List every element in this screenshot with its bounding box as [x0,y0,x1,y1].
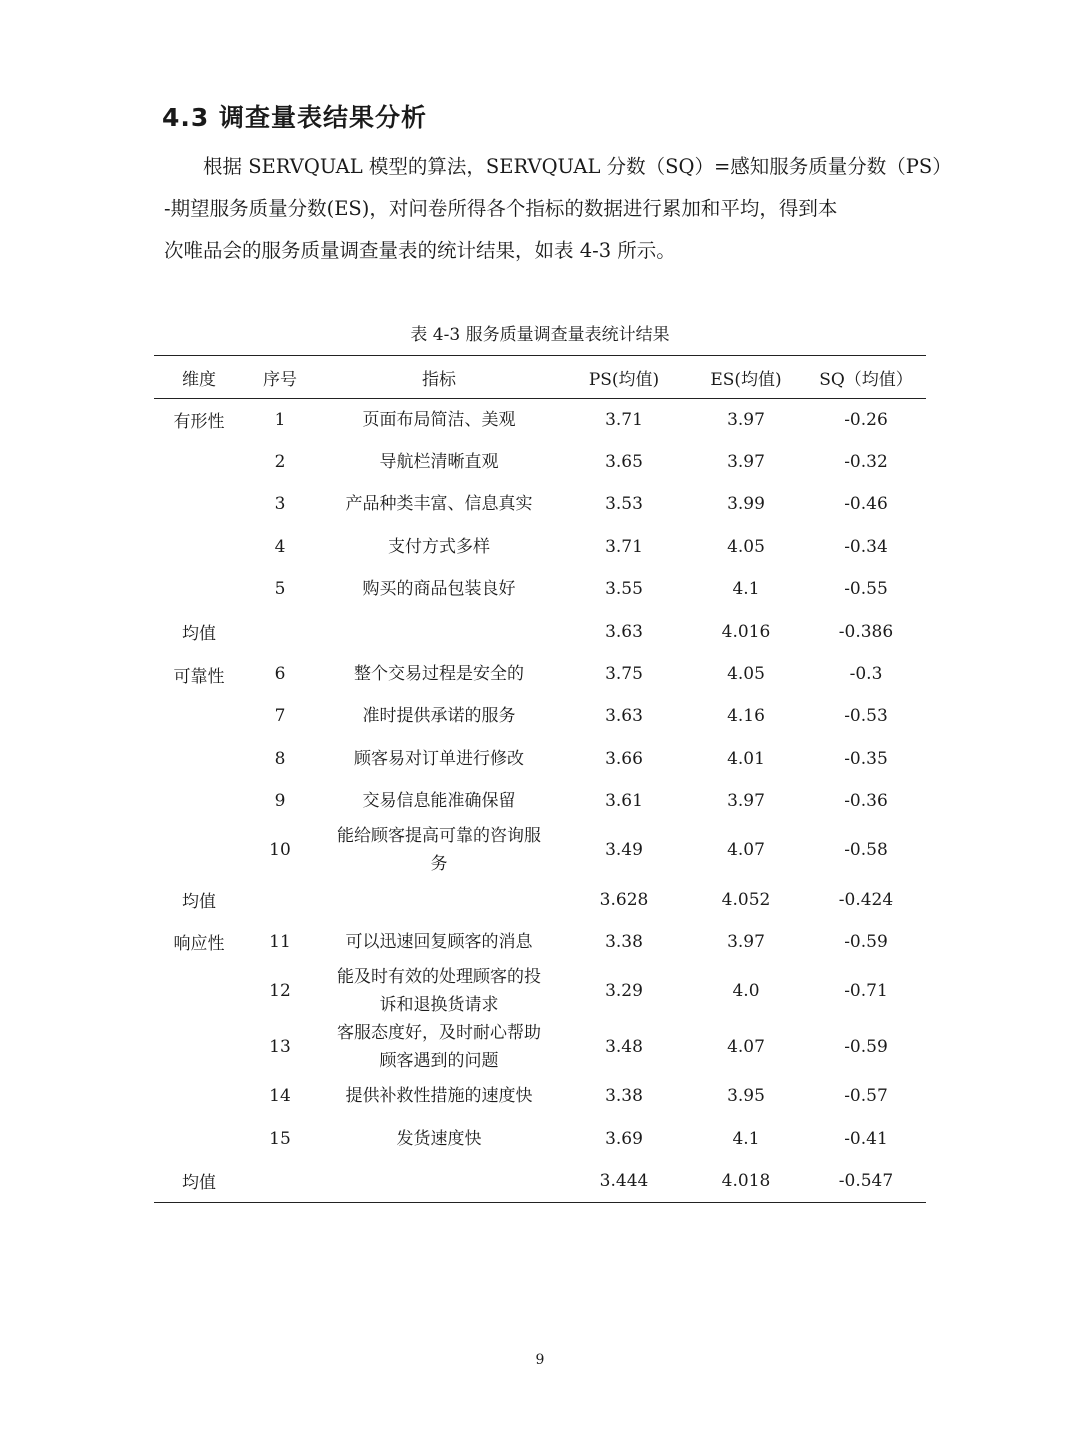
cell-ps: 3.61 [605,791,643,812]
cell-es: 4.1 [732,579,760,600]
cell-sq: -0.46 [844,494,888,515]
cell-ps: 3.628 [599,889,649,910]
indicator-text: 能给顾客提高可靠的咨询服务 [337,826,541,875]
cell-number: 12 [269,981,291,1002]
cell-sq: -0.58 [844,840,888,861]
table-row [154,695,926,737]
cell-indicator [316,1075,562,1117]
cell-indicator [316,1019,562,1075]
cell-sq: -0.36 [844,791,888,812]
header-es: ES(均值) [686,356,806,399]
cell-es: 4.01 [727,748,765,769]
indicator-text: 能及时有效的处理顾客的投诉和退换货请求 [337,967,541,1016]
page-number: 9 [535,1352,545,1368]
cell-ps: 3.29 [605,981,643,1002]
cell-sq: -0.59 [844,931,888,952]
table-mean-row [154,1160,926,1202]
table-row [154,399,926,441]
indicator-text: 发货速度快 [396,1128,482,1149]
cell-dimension [154,526,244,568]
cell-number: 7 [274,706,286,727]
header-dimension: 维度 [154,356,244,399]
cell-es: 4.05 [727,536,765,557]
cell-dimension [154,780,244,822]
cell-dimension [154,568,244,610]
cell-sq: -0.3 [849,664,883,685]
cell-sq: -0.55 [844,579,888,600]
header-ps: PS(均值) [562,356,686,399]
cell-ps: 3.48 [605,1037,643,1058]
cell-ps: 3.69 [605,1128,643,1149]
table-caption: 表 4-3 服务质量调查量表统计结果 [410,325,670,345]
cell-sq: -0.57 [844,1086,888,1107]
cell-indicator [316,1160,562,1202]
cell-number: 13 [269,1037,291,1058]
indicator-text: 整个交易过程是安全的 [354,664,524,685]
indicator-text: 客服态度好，及时耐心帮助顾客遇到的问题 [337,1023,541,1072]
cell-number: 6 [274,664,286,685]
cell-indicator [316,441,562,483]
cell-ps: 3.444 [562,1160,686,1202]
cell-sq: -0.424 [838,889,894,910]
header-sq: SQ（均值） [806,356,926,399]
cell-dimension: 均值 [182,892,216,913]
indicator-text: 准时提供承诺的服务 [362,706,516,727]
cell-indicator [316,653,562,695]
table-header-row [154,356,926,399]
cell-sq: -0.41 [844,1128,888,1149]
cell-es: 4.05 [727,664,765,685]
cell-es: 3.95 [727,1086,765,1107]
indicator-text: 导航栏清晰直观 [379,452,499,473]
cell-ps: 3.63 [605,621,643,642]
cell-sq: -0.547 [806,1160,926,1202]
indicator-text: 支付方式多样 [388,536,490,557]
cell-ps: 3.49 [605,840,643,861]
results-table [154,355,926,1203]
cell-ps: 3.55 [605,579,643,600]
cell-dimension [154,1075,244,1117]
cell-number: 11 [269,931,291,952]
cell-dimension [154,1019,244,1075]
cell-es: 4.0 [732,981,760,1002]
table-row [154,921,926,963]
cell-dimension [154,963,244,1019]
table-row [154,1019,926,1075]
header-number: 序号 [244,356,316,399]
table-row [154,526,926,568]
cell-indicator [316,1118,562,1160]
cell-indicator [316,780,562,822]
cell-es: 3.97 [727,452,765,473]
cell-ps: 3.66 [605,748,643,769]
cell-dimension: 响应性 [173,934,225,955]
cell-number: 4 [274,536,286,557]
cell-sq: -0.59 [844,1037,888,1058]
cell-dimension [154,441,244,483]
cell-ps: 3.38 [605,931,643,952]
cell-number: 9 [274,791,286,812]
table-row [154,441,926,483]
cell-sq: -0.53 [844,706,888,727]
cell-ps: 3.71 [605,409,643,430]
cell-ps: 3.71 [605,536,643,557]
cell-indicator [316,399,562,441]
cell-ps: 3.75 [605,664,643,685]
cell-ps: 3.63 [605,706,643,727]
indicator-text: 产品种类丰富、信息真实 [345,494,533,515]
cell-number: 10 [269,840,291,861]
cell-sq: -0.35 [844,748,888,769]
cell-indicator [316,526,562,568]
cell-es: 3.99 [727,494,765,515]
cell-dimension [154,483,244,525]
cell-es: 4.16 [727,706,765,727]
cell-es: 3.97 [727,931,765,952]
cell-dimension: 均值 [182,624,216,645]
cell-es: 4.052 [721,889,771,910]
table-row [154,822,926,878]
cell-es: 4.07 [727,1037,765,1058]
cell-indicator [316,738,562,780]
table-row [154,483,926,525]
cell-dimension: 均值 [154,1160,244,1202]
cell-indicator [316,568,562,610]
table-row [154,1118,926,1160]
cell-sq: -0.34 [844,536,888,557]
cell-dimension: 可靠性 [173,666,225,687]
cell-indicator [316,878,562,920]
paragraph-line: 次唯品会的服务质量调查量表的统计结果，如表 4-3 所示。 [164,239,676,262]
cell-es: 4.016 [721,621,771,642]
cell-number [244,878,316,920]
cell-ps: 3.38 [605,1086,643,1107]
cell-dimension [154,695,244,737]
cell-sq: -0.32 [844,452,888,473]
cell-number: 15 [269,1128,291,1149]
indicator-text: 页面布局简洁、美观 [362,409,516,430]
cell-es: 3.97 [727,409,765,430]
section-heading: 4.3 调查量表结果分析 [162,103,427,132]
cell-sq: -0.26 [844,409,888,430]
table-row [154,653,926,695]
table-row [154,568,926,610]
cell-number: 1 [274,409,286,430]
cell-es: 4.07 [727,840,765,861]
cell-number: 14 [269,1086,291,1107]
cell-dimension: 有形性 [173,412,225,433]
indicator-text: 交易信息能准确保留 [362,791,516,812]
paragraph-line: 根据 SERVQUAL 模型的算法，SERVQUAL 分数（SQ）=感知服务质量分数（PS） [164,155,952,178]
cell-number: 3 [274,494,286,515]
cell-sq: -0.71 [844,981,888,1002]
table-mean-row [154,878,926,920]
cell-dimension [154,822,244,878]
cell-sq: -0.386 [838,621,894,642]
header-indicator: 指标 [316,356,562,399]
cell-indicator [316,610,562,652]
table-row [154,963,926,1019]
body-paragraph [164,146,952,272]
indicator-text: 可以迅速回复顾客的消息 [345,931,533,952]
cell-dimension [154,1118,244,1160]
cell-indicator [316,483,562,525]
paragraph-line: -期望服务质量分数(ES)，对问卷所得各个指标的数据进行累加和平均，得到本 [164,197,838,220]
cell-number: 8 [274,748,286,769]
cell-number: 5 [274,579,286,600]
table-row [154,1075,926,1117]
indicator-text: 顾客易对订单进行修改 [354,748,524,769]
cell-number [244,610,316,652]
table-row [154,738,926,780]
indicator-text: 提供补救性措施的速度快 [345,1086,533,1107]
cell-es: 3.97 [727,791,765,812]
cell-number: 2 [274,452,286,473]
cell-es: 4.018 [686,1160,806,1202]
cell-indicator [316,921,562,963]
cell-es: 4.1 [732,1128,760,1149]
cell-ps: 3.53 [605,494,643,515]
cell-indicator [316,695,562,737]
cell-indicator [316,963,562,1019]
table-row [154,780,926,822]
indicator-text: 购买的商品包装良好 [362,579,516,600]
cell-indicator [316,822,562,878]
cell-dimension [154,738,244,780]
cell-ps: 3.65 [605,452,643,473]
cell-number [244,1160,316,1202]
table-mean-row [154,610,926,652]
